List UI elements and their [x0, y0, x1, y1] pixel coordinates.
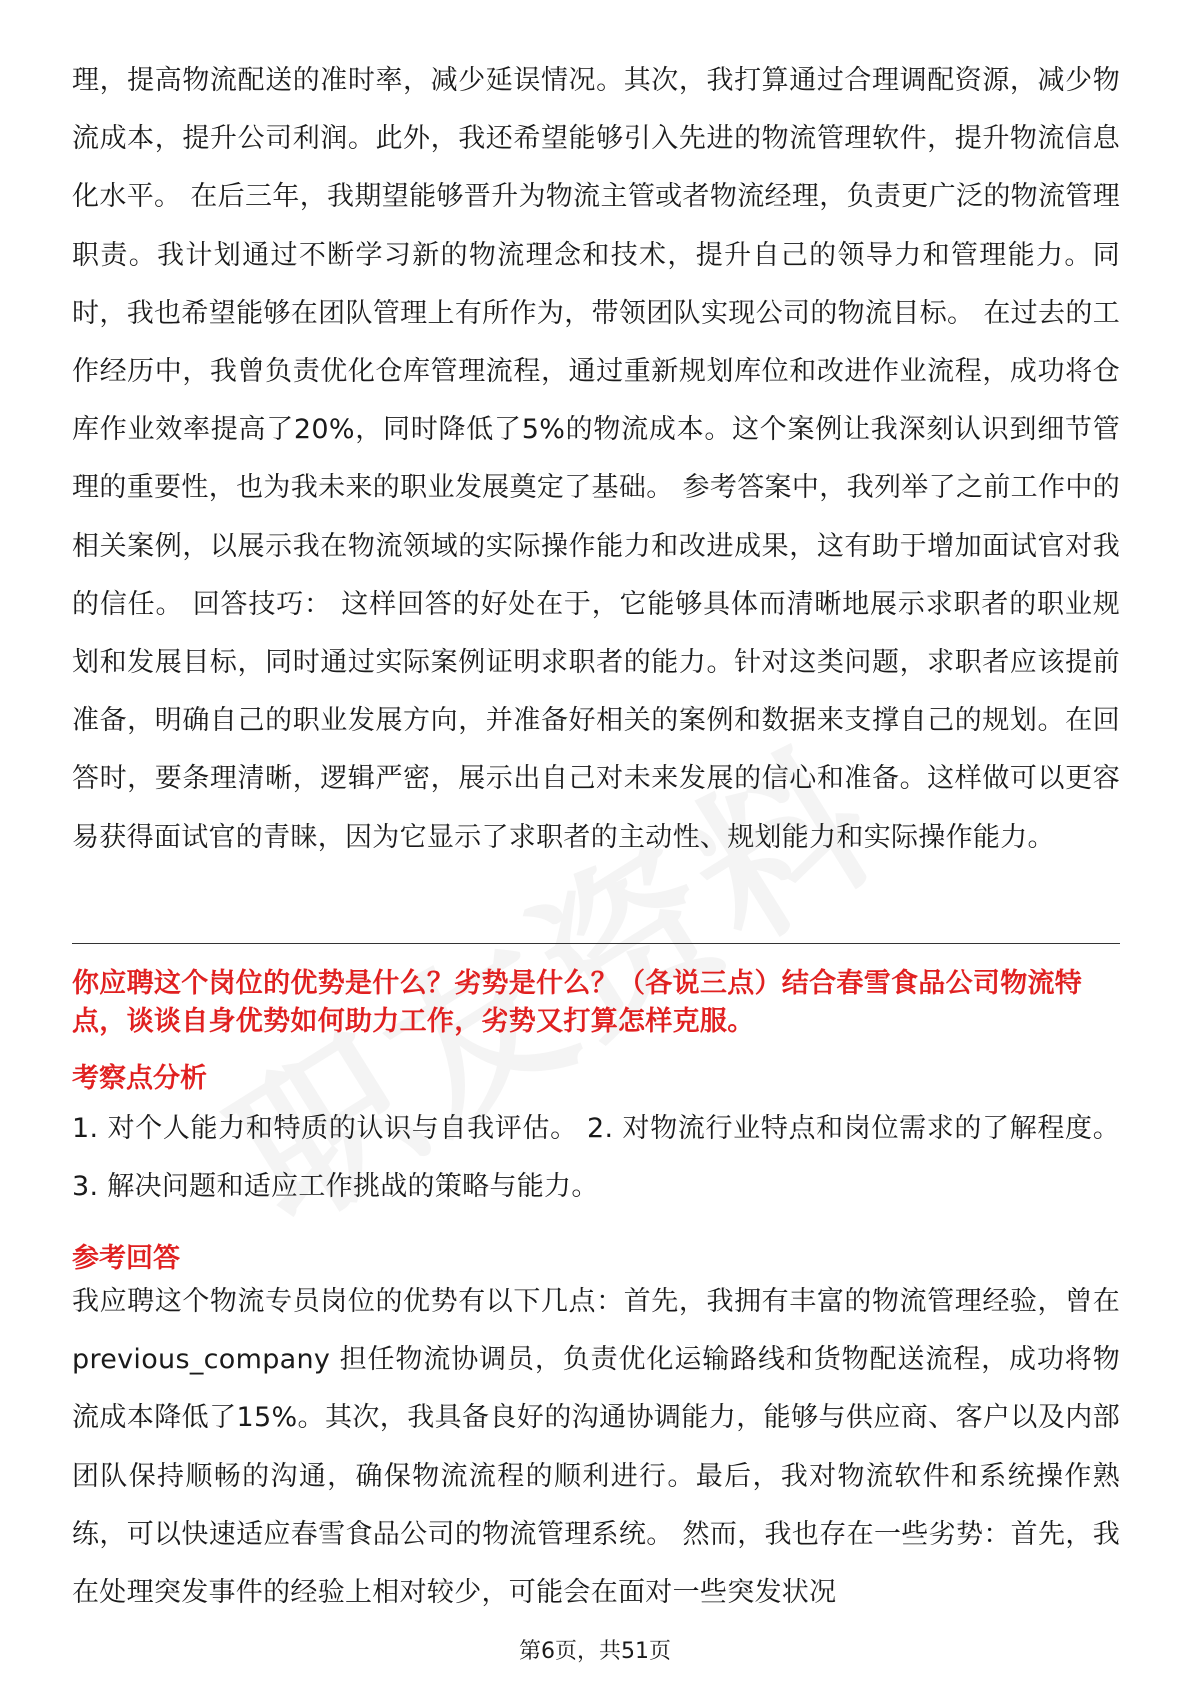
- analysis-text: 1. 对个人能力和特质的认识与自我评估。 2. 对物流行业特点和岗位需求的了解程度。 3. 解决问题和适应工作挑战的策略与能力。: [72, 1113, 1120, 1203]
- analysis-heading: 考察点分析: [72, 1063, 207, 1094]
- section-divider: [72, 943, 1120, 944]
- answer-heading: 参考回答: [72, 1243, 180, 1274]
- body-paragraph: 理，提高物流配送的准时率，减少延误情况。其次，我打算通过合理调配资源，减少物流成本，提升公司利润。此外，我还希望能够引入先进的物流管理软件，提升物流信息化水平。 在后三年，我期望能够晋升为物流主管或者物流经理，负责更广泛的物流管理职责。我计划通过不断学习新的物流理念和技术，提升自己的领导力和管理能力。同时，我也希望能够在团队管理上有所作为，带领团队实现公司的物流目标。 在过去的工作经历中，我曾负责优化仓库管理流程，通过重新规划库位和改进作业流程，成功将仓库作业效率提高了20%，同时降低了5%的物流成本。这个案例让我深刻认识到细节管理的重要性，也为我未来的职业发展奠定了基础。 参考答案中，我列举了之前工作中的相关案例，以展示我在物流领域的实际操作能力和改进成果，这有助于增加面试官对我的信任。 回答技巧： 这样回答的好处在于，它能够具体而清晰地展示求职者的职业规划和发展目标，同时通过实际案例证明求职者的能力。针对这类问题，求职者应该提前准备，明确自己的职业发展方向，并准备好相关的案例和数据来支撑自己的规划。在回答时，要条理清晰，逻辑严密，展示出自己对未来发展的信心和准备。这样做可以更容易获得面试官的青睐，因为它显示了求职者的主动性、规划能力和实际操作能力。: [72, 65, 1120, 853]
- answer-text: 我应聘这个物流专员岗位的优势有以下几点：首先，我拥有丰富的物流管理经验，曾在 previous_company 担任物流协调员，负责优化运输路线和货物配送流程，成功将物流成本降低了15%。其次，我具备良好的沟通协调能力，能够与供应商、客户以及内部团队保持顺畅的沟通，确保物流流程的顺利进行。最后，我对物流软件和系统操作熟练，可以快速适应春雪食品公司的物流管理系统。 然而，我也存在一些劣势：首先，我在处理突发事件的经验上相对较少，可能会在面对一些突发状况: [72, 1286, 1120, 1609]
- interview-question: 你应聘这个岗位的优势是什么？劣势是什么？（各说三点）结合春雪食品公司物流特点，谈谈自身优势如何助力工作，劣势又打算怎样克服。: [72, 968, 1083, 1037]
- page-number: 第6页，共51页: [519, 1639, 671, 1664]
